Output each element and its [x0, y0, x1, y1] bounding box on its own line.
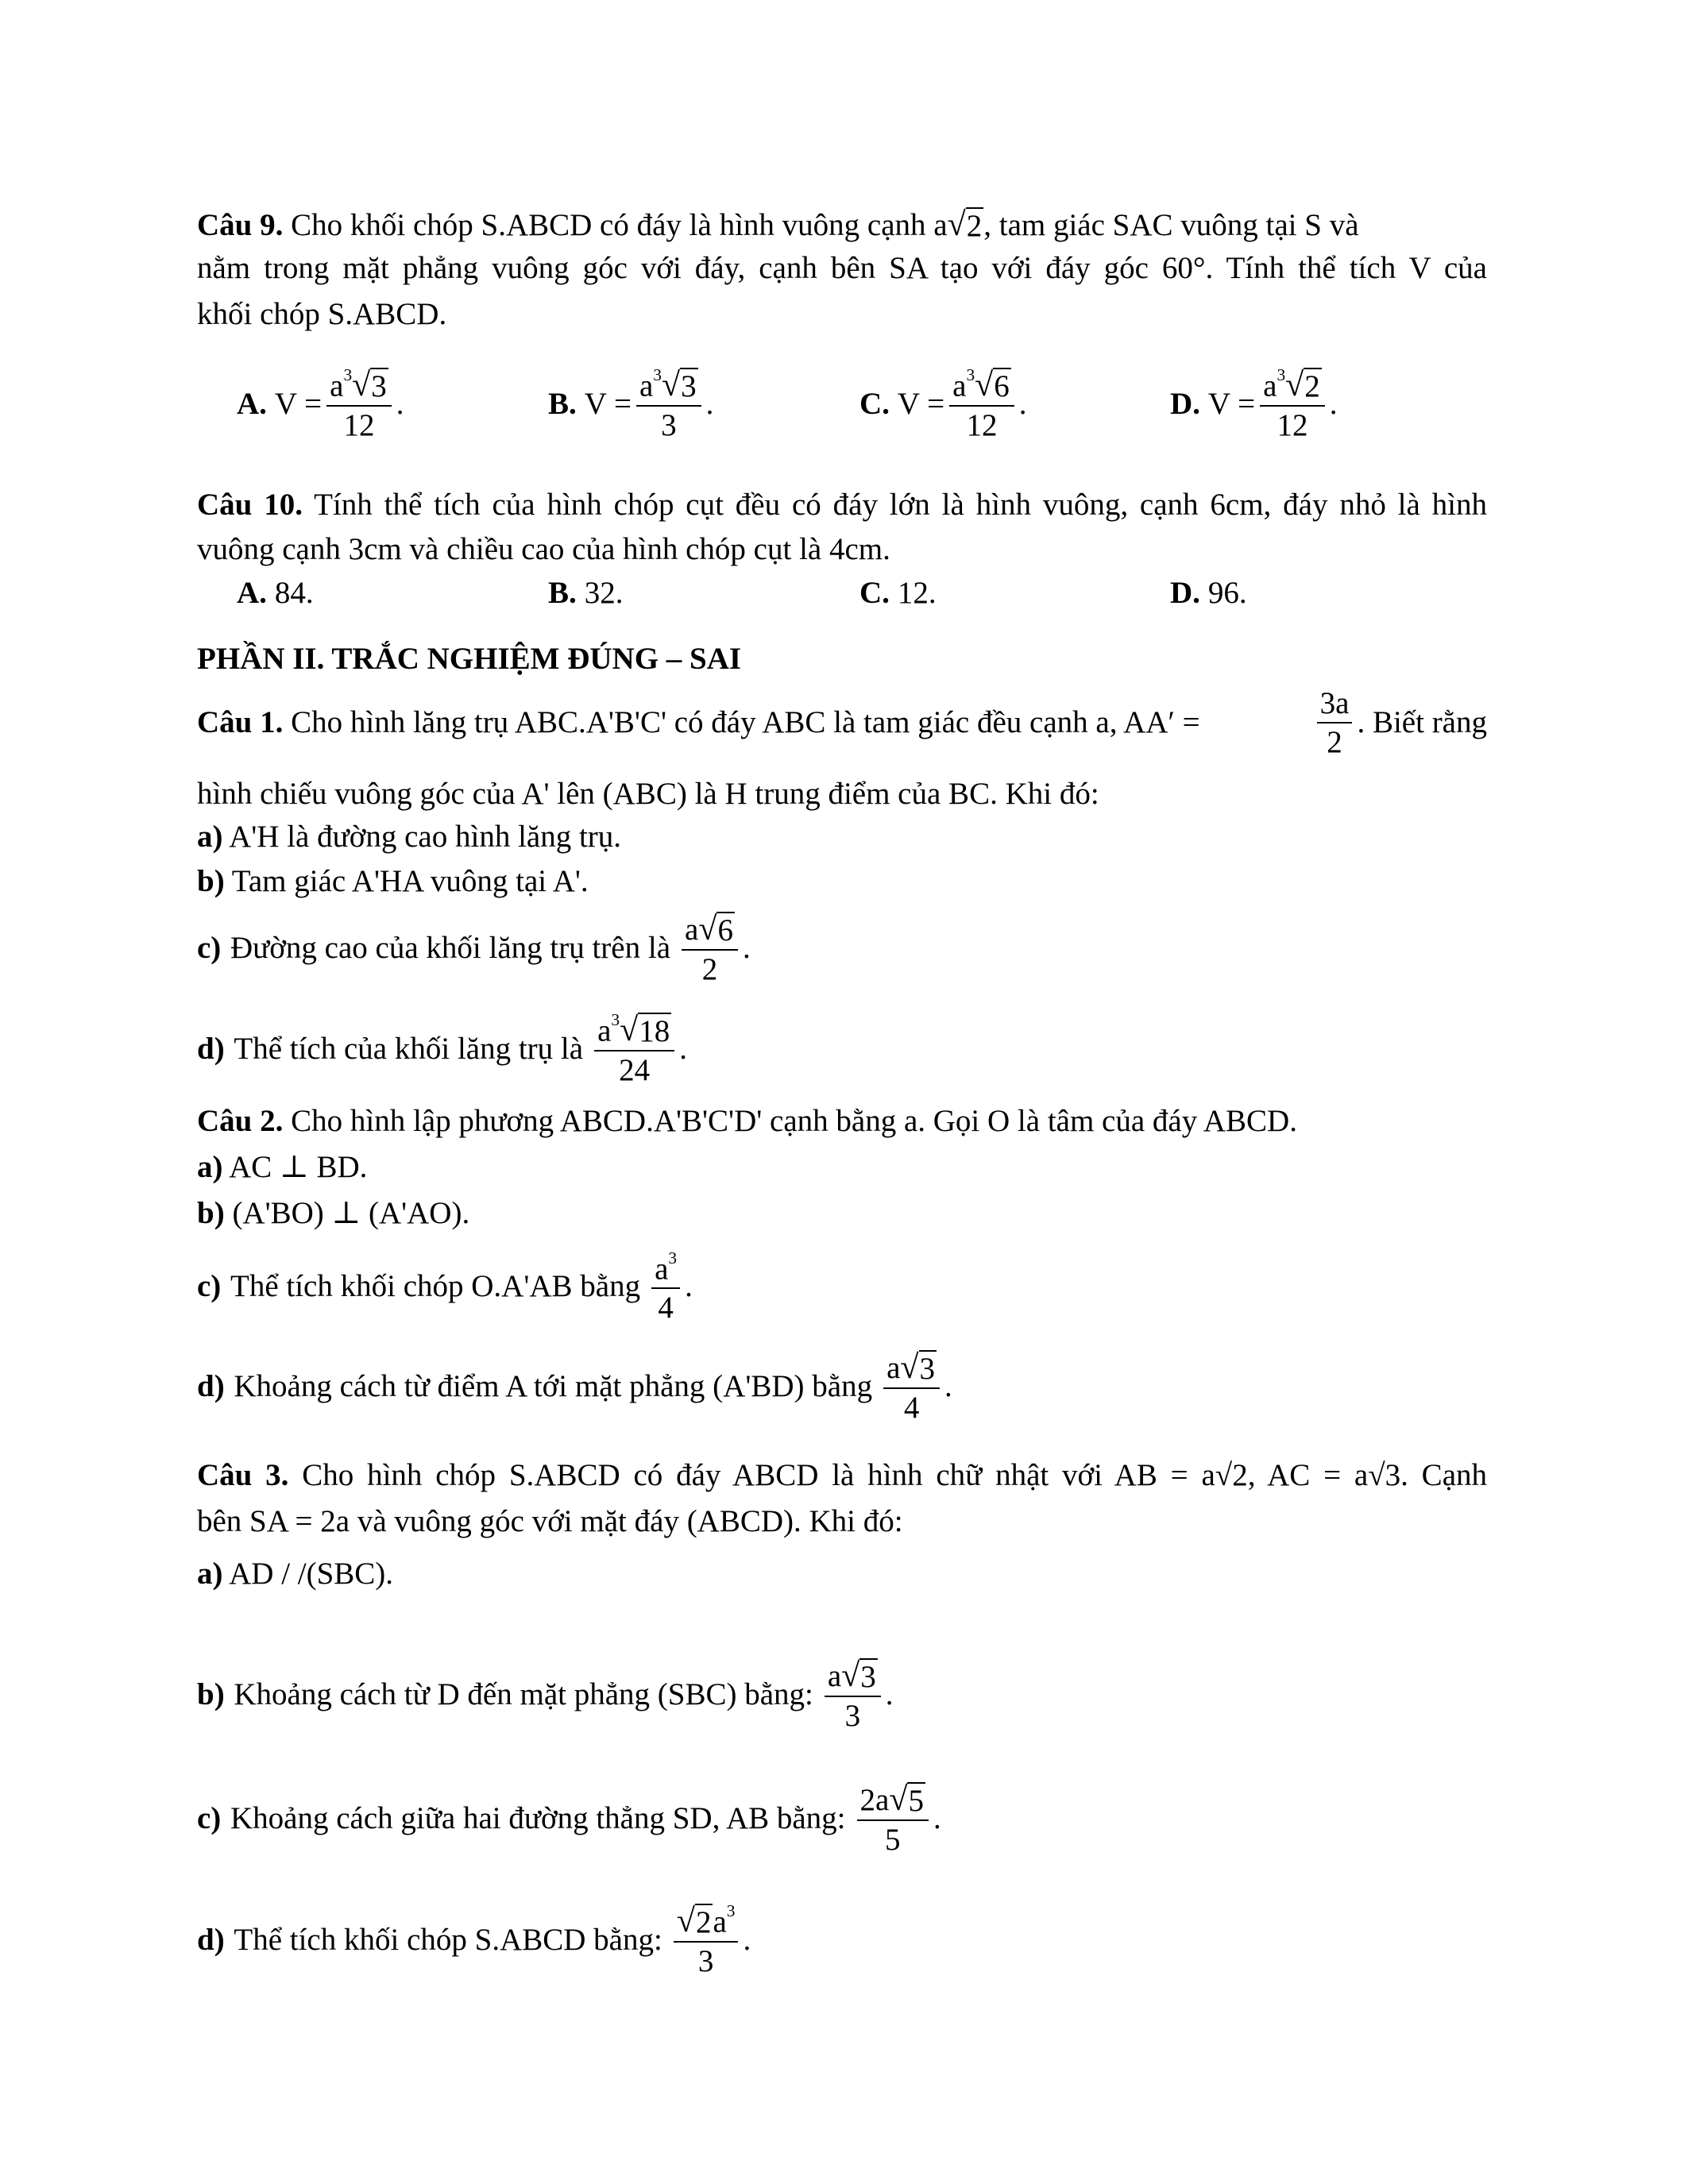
- p2-b-label: b): [197, 1196, 225, 1230]
- p1-a-label: a): [197, 820, 223, 854]
- p3-item-d: d) Thể tích khối chóp S.ABCD bằng: √ 2 $a^3$ 3 .: [197, 1901, 751, 1979]
- p3-text-1: Cho hình chóp S.ABCD có đáy ABCD là hình chữ nhật với AB = a√2, AC = a√3. Cạnh: [302, 1458, 1488, 1492]
- q9-option-c: C. V = $a^3$ √ 6 12 .: [859, 365, 1027, 443]
- q10-option-b: [548, 575, 624, 611]
- q10-option-c-value: 12.: [897, 576, 937, 610]
- p2-item-d: d) Khoảng cách từ điểm A tới mặt phẳng (A'BD) bằng a √ 3 4 .: [197, 1348, 952, 1425]
- p3-line-2: bên SA = 2a và vuông góc với mặt đáy (ABCD). Khi đó:: [197, 1504, 903, 1538]
- p2-d-fraction: a √ 3 4: [883, 1350, 940, 1423]
- p1-item-c: c) Đường cao của khối lăng trụ trên là a √ 6 2 .: [197, 909, 751, 986]
- p3-item-a: [197, 1555, 393, 1593]
- q10-option-d-value: 96.: [1207, 576, 1247, 610]
- q10-option-a-label: A.: [237, 576, 267, 610]
- p1-d-text: Thể tích của khối lăng trụ là: [234, 1031, 584, 1066]
- part2-heading-text: PHẦN II. TRẮC NGHIỆM ĐÚNG – SAI: [197, 642, 742, 676]
- q9-option-b: B. V = $a^3$ √ 3 3 .: [548, 365, 714, 443]
- p3-d-fraction: √ 2 $a^3$ 3: [674, 1903, 739, 1977]
- p2-item-c: c) Thể tích khối chóp O.A'AB bằng $\frac{a^3}{4}$ .: [197, 1248, 693, 1325]
- p2-a-label: a): [197, 1150, 223, 1184]
- p2-item-a: [197, 1148, 367, 1187]
- p1-aa-den: 2: [1327, 725, 1342, 759]
- q9-option-c-prefix: V =: [897, 387, 945, 422]
- q10-text-1: Tính thể tích của hình chóp cụt đều có đáy lớn là hình vuông, cạnh 6cm, đáy nhỏ là hình: [314, 488, 1488, 522]
- p3-line-1: [197, 1457, 1487, 1495]
- q10-line-1: [197, 486, 1487, 524]
- p2-text-1: Cho hình lập phương ABCD.A'B'C'D' cạnh bằng a. Gọi O là tâm của đáy ABCD.: [291, 1104, 1297, 1138]
- q9-option-a-fraction: $a^3$ √ 3 12: [326, 367, 392, 441]
- p2-d-text: Khoảng cách từ điểm A tới mặt phẳng (A'BD) bằng: [234, 1369, 873, 1403]
- p2-label: Câu 2.: [197, 1104, 284, 1138]
- q9-line-3: khối chóp S.ABCD.: [197, 297, 447, 331]
- q9-option-d: D. V = $a^3$ √ 2 12 .: [1170, 365, 1338, 443]
- p1-c-label: c): [197, 931, 222, 965]
- q9-option-b-prefix: V =: [584, 387, 632, 422]
- p1-item-b: [197, 862, 589, 901]
- p1-a-text: A'H là đường cao hình lăng trụ.: [229, 820, 622, 854]
- q10-option-c: [859, 575, 937, 611]
- p3-d-label: d): [197, 1922, 225, 1957]
- q9-option-c-label: C.: [859, 387, 890, 422]
- q9-option-d-label: D.: [1170, 387, 1200, 422]
- p1-item-a: [197, 818, 621, 856]
- p1-text-1b: . Biết rằng: [1357, 705, 1487, 739]
- p1-b-label: b): [197, 864, 225, 898]
- q9-option-a-label: A.: [237, 387, 267, 422]
- q9-option-d-prefix: V =: [1207, 387, 1256, 422]
- p2-b-text: (A'BO) ⊥ (A'AO).: [232, 1196, 470, 1230]
- p1-item-d: d) Thể tích của khối lăng trụ là $a^3$ √ 18 24 .: [197, 1010, 687, 1088]
- q10-line-2: vuông cạnh 3cm và chiều cao của hình chóp cụt là 4cm.: [197, 532, 890, 566]
- p3-c-fraction: 2a √ 5 5: [857, 1782, 929, 1855]
- q9-side: a √ 2: [933, 206, 983, 244]
- q9-option-a-prefix: V =: [274, 387, 323, 422]
- p1-c-text: Đường cao của khối lăng trụ trên là: [230, 931, 670, 965]
- q9-option-b-label: B.: [548, 387, 577, 422]
- p2-c-fraction: $\frac{a^3}{4}$: [651, 1250, 680, 1323]
- p3-item-c: c) Khoảng cách giữa hai đường thẳng SD, AB bằng: 2a √ 5 5 .: [197, 1780, 941, 1857]
- q10-option-d-label: D.: [1170, 576, 1200, 610]
- q10-option-c-label: C.: [859, 576, 890, 610]
- p2-d-label: d): [197, 1369, 225, 1403]
- q9-option-a: A. V = $a^3$ √ 3 12 .: [237, 365, 404, 443]
- q9-text-1b: , tam giác SAC vuông tại S và: [983, 208, 1359, 242]
- p3-d-text: Thể tích khối chóp S.ABCD bằng:: [234, 1922, 662, 1957]
- p1-c-fraction: a √ 6 2: [682, 912, 738, 985]
- q9-option-c-fraction: $a^3$ √ 6 12: [949, 367, 1014, 441]
- q10-option-a-value: 84.: [274, 576, 314, 610]
- p1-d-fraction: $a^3$ √ 18 24: [594, 1012, 674, 1086]
- p1-line-2: hình chiếu vuông góc của A' lên (ABC) là H trung điểm của BC. Khi đó:: [197, 777, 1099, 811]
- part2-heading: [197, 640, 741, 678]
- p3-b-label: b): [197, 1677, 225, 1711]
- q10-option-d: [1170, 575, 1247, 611]
- p2-line-1: [197, 1102, 1297, 1140]
- p1-aa-fraction: [1317, 688, 1353, 758]
- p3-b-fraction: a √ 3 3: [825, 1658, 881, 1731]
- q10-option-a: [237, 575, 314, 611]
- p1-label: Câu 1.: [197, 705, 284, 739]
- p3-a-label: a): [197, 1557, 223, 1591]
- p2-item-b: [197, 1194, 469, 1233]
- q10-option-b-value: 32.: [584, 576, 624, 610]
- q9-label: Câu 9.: [197, 208, 284, 242]
- p1-text-1: Cho hình lăng trụ ABC.A'B'C' có đáy ABC là tam giác đều cạnh a, AA′ =: [291, 705, 1200, 739]
- p3-item-b: b) Khoảng cách từ D đến mặt phẳng (SBC) bằng: a √ 3 3 .: [197, 1656, 894, 1733]
- p3-b-text: Khoảng cách từ D đến mặt phẳng (SBC) bằng:: [234, 1677, 813, 1711]
- p1-b-text: Tam giác A'HA vuông tại A'.: [231, 864, 589, 898]
- q9-option-b-fraction: $a^3$ √ 3 3: [636, 367, 701, 441]
- p2-c-label: c): [197, 1269, 222, 1304]
- q10-option-b-label: B.: [548, 576, 577, 610]
- p3-c-text: Khoảng cách giữa hai đường thẳng SD, AB bằng:: [230, 1801, 846, 1835]
- p3-label: Câu 3.: [197, 1458, 289, 1492]
- p2-a-text: AC ⊥ BD.: [229, 1150, 368, 1184]
- p1-aa-num: 3a: [1317, 688, 1353, 723]
- q9-line-2: nằm trong mặt phẳng vuông góc với đáy, cạnh bên SA tạo với đáy góc 60°. Tính thể tích V của: [197, 251, 1487, 285]
- q9-line-1: [197, 206, 1359, 245]
- p3-a-text: AD / /(SBC).: [229, 1557, 394, 1591]
- q10-label: Câu 10.: [197, 488, 303, 522]
- p1-line-1: [197, 688, 1487, 758]
- q9-text-1: Cho khối chóp S.ABCD có đáy là hình vuông cạnh: [291, 208, 926, 242]
- p3-c-label: c): [197, 1801, 222, 1835]
- p1-d-label: d): [197, 1031, 225, 1066]
- q9-option-d-fraction: $a^3$ √ 2 12: [1260, 367, 1325, 441]
- p2-c-text: Thể tích khối chóp O.A'AB bằng: [230, 1269, 641, 1304]
